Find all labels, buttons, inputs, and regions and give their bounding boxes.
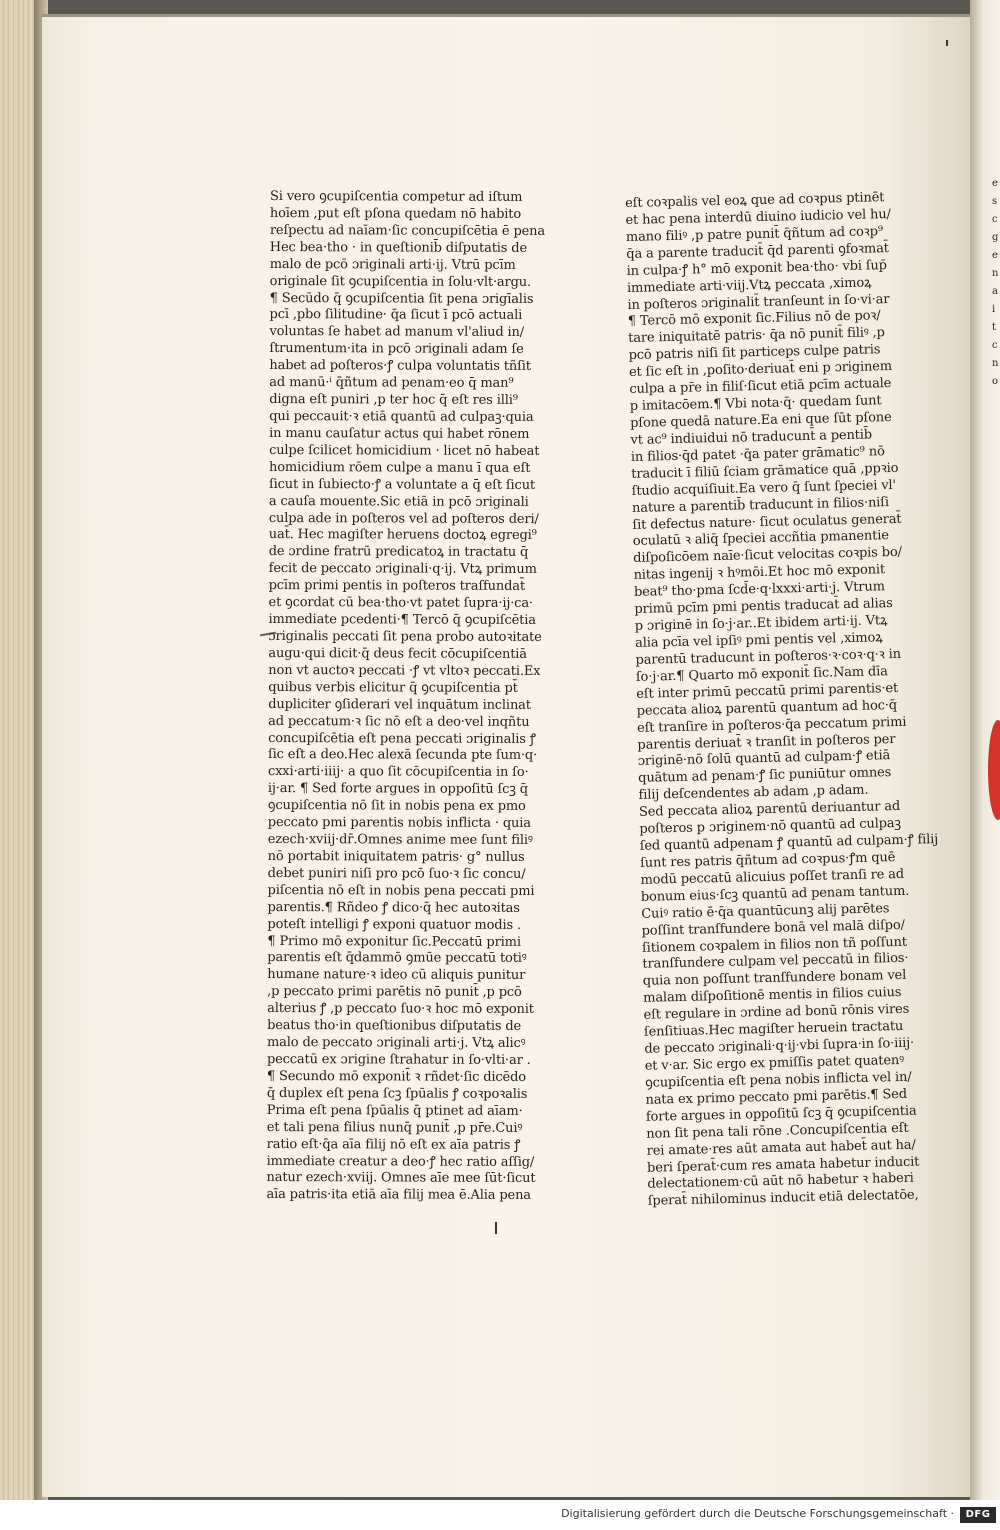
text-line: malam diſpoſitionē mentis in filios cuius: [643, 985, 902, 1007]
text-line: originale ſit ꝯcupiſcentia in ſolu·vlt·argu.: [269, 273, 532, 290]
foot-mark: [495, 1222, 497, 1234]
text-line: quia non poſſunt tranſfundere bonam vel: [642, 968, 907, 990]
footer-bar: [0, 1500, 1000, 1530]
text-line: et ꝯcordat cū bea·tho·vt patet ſupra·ij·ca·: [268, 595, 533, 612]
text-line: p ɔriginē in ſo·j·ar..Et ibidem arti·ij. Vtꝝ: [634, 613, 888, 634]
text-line: natur ezech·xviij. Omnes aīe mee ſūt·ſicut: [266, 1170, 536, 1187]
text-line: habet ad poſteros·ꝭ culpa voluntatis tñſit: [269, 358, 531, 375]
text-line: Si vero ꝯcupiſcentia competur ad iſtum: [269, 189, 523, 205]
text-line: q̄ duplex eſt pena ſcꝫ ſpūalis ꝭ coꝛpoꝛalis: [266, 1085, 528, 1102]
edge-letter: o: [992, 376, 999, 387]
text-line: ezech·xviij·dr̄.Omnes anime mee ſunt filiꝰ: [267, 832, 533, 848]
text-line: ¶ Secundo mō exponit̄ ꝛ rñdet·ſic dicēdo: [266, 1068, 526, 1085]
text-line: immediate creatur a deo·ꝭ hec ratio aſſig/: [266, 1153, 535, 1170]
text-line: hoīem ,put eſt pſona quedam nō habito: [269, 205, 522, 222]
text-line: pſone quedā nature.Ea eni que ſūt pſone: [629, 409, 892, 431]
text-line: homicidium rōem culpe a manu ī qua eſt: [269, 459, 531, 476]
text-line: non vt auctoꝛ peccati ·ꝭ vt vltoꝛ peccati.Ex: [268, 662, 541, 679]
text-line: rei amate·res aūt amata aut habet̄ aut ha/: [646, 1137, 916, 1159]
text-line: delectationem·cū aūt nō habetur ꝛ haberi: [647, 1171, 914, 1193]
page-mark: [946, 40, 948, 46]
text-line: nitas ingenij ꝛ hꝰmōi.Et hoc mō exponit: [633, 562, 886, 584]
text-line: parentis eſt q̄dammō ꝯmūe peccatū totiꝰ: [267, 950, 527, 967]
text-line: quibus verbis elicitur q̄ ꝯcupiſcentia pt̄: [268, 679, 518, 696]
text-line: peccata alioꝝ parentū quantum ad hoc·q̄: [636, 697, 898, 719]
text-line: ɔriginalis peccati ſit pena probo autoꝛitate: [268, 628, 542, 645]
edge-letter: c: [992, 214, 998, 225]
text-line: malo de pcō ɔriginali arti·ij. Vtrū pcīm: [269, 256, 516, 273]
edge-letter: c: [992, 340, 998, 351]
edge-letter: s: [992, 196, 998, 207]
recto-page-edge-text: [992, 175, 1000, 391]
text-line: ſperat̄ nihilominus inducit etiā delectatōe,: [647, 1187, 919, 1210]
text-line: digna eſt puniri ,p ter hoc q̄ eſt res illi⁹: [269, 392, 518, 408]
text-line: dupliciter ꝯſiderari vel inquātum inclinat: [268, 696, 531, 713]
text-line: nō portabit iniquitatem patris· g° nullus: [267, 848, 525, 865]
text-line: a cauſa mouente.Sic etiā in pcō ɔriginali: [268, 493, 529, 510]
text-line: concupiſcētia eſt pena peccati ɔriginalis ꝭ: [268, 730, 536, 747]
funding-credit: Digitalisierung gefördert durch die Deutsche Forschungsgemeinschaft ·: [561, 1507, 954, 1520]
text-line: in manu cauſatur actus qui habet rōnem: [269, 425, 530, 442]
text-line: et tali pena filius nunq̄ punit̄ ,p pr̄e.Cuiꝰ: [266, 1119, 523, 1136]
text-line: voluntas ſe habet ad manum vl'aliud in/: [269, 324, 525, 341]
text-column-right: [625, 189, 948, 1211]
text-line: ¶ Tercō mō exponit ſic.Filius nō de poꝛ/: [627, 308, 881, 330]
dfg-logo: DFG: [960, 1507, 996, 1523]
text-line: ſitionem coꝛpalem in filios non tñ poſſunt: [641, 934, 907, 956]
text-line: culpa ade in poſteros vel ad poſteros deri/: [268, 510, 539, 527]
text-line: ad manū·ⁱ q̄ñtum ad penam·eo q̄ man⁹: [269, 375, 514, 391]
text-line: diſpoſicōem naīe·ſicut velocitas coꝛpis bo/: [633, 545, 902, 567]
text-line: traducit ī filiū ſciam grāmatice quā ,ppꝛio: [631, 460, 899, 482]
text-line: mano filiꝰ ,p patre punit̄ q̄ñtum ad coꝛp⁹: [625, 224, 884, 245]
text-line: ꝯcupiſcentia eſt pena nobis inflicta vel in/: [644, 1069, 912, 1091]
text-line: bonum eius·ſcꝫ quantū ad penam tantum.: [640, 883, 910, 905]
text-line: in culpa·ꝭ h° mō exponit bea·tho· vbi ſup̄: [626, 257, 888, 279]
edge-letter: i: [992, 304, 996, 315]
text-line: qui peccauit·ꝛ etiā quantū ad culpaꝫ·quia: [269, 408, 534, 425]
text-line: parentū traducunt in poſteros·ꝛ·coꝛ·q·ꝛ in: [635, 646, 902, 668]
text-line: eſt regulare in ɔrdine ad bonū rōnis vires: [643, 1002, 910, 1024]
text-line: immediate arti·viij.Vtꝝ peccata ,ximoꝝ: [626, 275, 872, 296]
text-line: ſtrumentum·ita in pcō ɔriginali adam ſe: [269, 341, 524, 358]
text-line: ¶ Primo mō exponitur ſic.Peccatū primi: [267, 933, 521, 950]
text-line: alterius ꝭ ,p peccato ſuo·ꝛ hoc mō exponit: [267, 1001, 534, 1018]
text-line: non ſit pena tali rōne .Concupiſcentia eſt: [646, 1120, 909, 1142]
text-line: nata ex primo peccato pmi parētis.¶ Sed: [645, 1086, 908, 1108]
text-line: debet puniri niſi pro pcō ſuo·ꝛ ſic concu/: [267, 865, 526, 882]
text-line: ſicut in ſubiecto·ꝭ a voluntate a q̄ eſt ſicut: [268, 476, 536, 493]
text-line: quātum ad penam·ꝭ ſic puniūtur omnes: [638, 765, 892, 787]
text-line: pcī ,pbo ſilitudine· q̄a ſicut ī pcō actuali: [269, 307, 523, 324]
text-line: ij·ar. ¶ Sed forte argues in oppoſitū ſcꝫ q̄: [267, 781, 528, 798]
text-line: ratio eſt·q̄a aīa filij nō eſt ex aīa patris ꝭ: [266, 1136, 521, 1153]
text-line: primū pcīm pmi pentis traducat̄ ad alias: [634, 596, 893, 618]
text-line: vt ac⁹ indiuidui nō traducunt̄ a pentib̄: [630, 427, 873, 448]
text-line: Cuiꝰ ratio ē·q̄a quantūcunꝫ alij parētes: [641, 900, 890, 922]
text-line: peccatū ex ɔrigine ſtrahatur in ſo·vlti·ar .: [266, 1052, 531, 1068]
text-line: poſteros p ɔriginem·nō quantū ad culpaꝫ: [639, 816, 902, 837]
text-line: in filios·q̄d patet ·q̄a pater grāmatic⁹ nō: [630, 444, 885, 465]
text-line: ſenſitiuas.Hec magiſter heruein tractatu: [643, 1019, 904, 1040]
text-line: parentis.¶ Rñdeo ꝭ dico·q̄ hec autoꝛitas: [267, 899, 520, 916]
text-line: tare iniquitatē patris· q̄a nō punit̄ filiꝰ ,p: [628, 325, 885, 347]
text-line: Prima eſt pena ſpūalis q̄ ptinet ad aīam·: [266, 1102, 523, 1119]
text-line: poſſint tranſfundere bonā vel malā diſpo/: [641, 917, 905, 939]
text-line: beat⁹ tho·pma ſcd̄e·q·lxxxi·arti·j. Vtrum: [633, 579, 885, 601]
text-line: ɔriginē·nō ſolū quantū ad culpam·ꝭ etiā: [637, 748, 891, 770]
text-line: uat̄. Hec magiſter heruens doctoꝝ egregi⁹: [268, 527, 537, 544]
text-line: culpa a pr̄e in filiſ·ſicut etiā pcīm actuale: [629, 376, 892, 398]
text-line: tranſfundere culpam vel peccatū in filios·: [642, 951, 909, 973]
text-line: augu·qui dicit·q̄ deus fecit cōcupiſcentiā: [268, 645, 527, 662]
edge-letter: e: [992, 250, 998, 261]
text-line: malo de peccato ɔriginali arti·j. Vtꝝ alicꝰ: [266, 1035, 526, 1051]
text-line: eſt tranſire in poſteros·q̄a peccatum primi: [636, 714, 907, 736]
text-line: ſo·j·ar.¶ Quarto mō exponit̄ ſic.Nam dīa: [635, 663, 888, 685]
text-line: fecit de peccato ɔriginali·q·ij. Vtꝝ primum: [268, 561, 537, 578]
text-line: humane nature·ꝛ ideo cū aliquis punitur: [267, 967, 526, 984]
text-line: peccato pmi parentis nobis inflicta · quia: [267, 815, 531, 832]
text-line: reſpectu ad naīam·ſic concupiſcētia ē pena: [269, 222, 546, 239]
text-line: Sed peccata alioꝝ parentū deriuantur ad: [638, 799, 901, 821]
text-line: forte argues in oppoſitū ſcꝫ q̄ ꝯcupiſcentia: [645, 1103, 917, 1125]
text-line: ſit defectus nature· ſicut oculatus generat̄: [632, 511, 902, 533]
text-line: pcō patris niſi ſit particeps culpe patris: [628, 342, 881, 364]
text-line: modū peccatū alicuius poſſet tranſi re ad: [640, 866, 905, 888]
text-line: ¶ Secūdo q̄ ꝯcupiſcentia ſit pena ɔrigīalis: [269, 290, 534, 307]
text-line: et hac pena interdū diuino iudicio vel hu/: [625, 206, 891, 228]
text-line: in poſteros ɔriginalit̄ tranſeunt in ſo·vi·ar: [627, 291, 890, 313]
text-column-left: [266, 189, 570, 1205]
edge-letter: t: [992, 322, 997, 333]
text-line: et v·ar. Sic ergo ex pmiſſis patet quatenꝰ: [644, 1052, 905, 1074]
text-line: pcīm primi pentis in poſteros traſfundat̄: [268, 578, 525, 595]
text-line: ſunt res patris q̄ñtum ad coꝛpus·ꝭm quē: [639, 849, 896, 871]
text-line: q̄a a parente traducit̄ q̄d parenti ꝯfoꝛmat̄: [626, 240, 889, 262]
text-line: ad peccatum·ꝛ ſic nō eſt a deo·vel inqñtu: [268, 713, 530, 730]
text-line: cxxi·arti·iiij· a quo ſit cōcupiſcentia in ſo·: [267, 764, 529, 781]
text-line: ſic eſt a deo.Hec alexā ſecunda pte ſum·q·: [267, 747, 538, 764]
edge-letter: n: [992, 268, 999, 279]
text-line: de peccato ɔriginali·q·ij·vbi ſupra·in ſo·iiij·: [644, 1035, 915, 1057]
text-line: p imitacōem.¶ Vbi nota·q̄· quedam ſunt: [629, 393, 882, 415]
edge-letter: a: [992, 286, 998, 297]
text-line: beatus tho·in queſtionibus diſputatis de: [267, 1018, 522, 1035]
text-line: oculatū ꝛ aliq̄ ſpeciei accñtia pmanentie: [632, 528, 889, 550]
text-line: ,p peccato primi parētis nō punit̄ ,p pcō: [267, 984, 522, 1001]
text-line: nature a parentib̄ traducunt in filios·niſi: [631, 494, 890, 516]
text-line: filij deſcendentes ab adam ,p adam.: [638, 782, 869, 804]
text-line: ſtudio acquiſiuit.Ea vero q̄ ſunt ſpeciei vl': [631, 477, 897, 499]
text-line: parentis deriuat̄ ꝛ tranſit in poſteros per: [637, 731, 896, 753]
text-line: alia pcīa vel ipſiꝰ pmi pentis vel ,ximoꝝ: [634, 630, 883, 651]
edge-letter: n: [992, 358, 999, 369]
text-line: et ſic eſt in ,poſito·deriuat̄ eni p ɔriginem: [628, 359, 893, 381]
text-line: culpe ſcilicet homicidium · licet nō habeat: [269, 442, 540, 459]
text-line: immediate pcedenti·¶ Tercō q̄ ꝯcupiſcētia: [268, 612, 536, 628]
text-line: Hec bea·tho · in queſtionib̄ diſputatis de: [269, 239, 528, 256]
text-line: ſed quantū adpenam ꝭ quantū ad culpam·ꝭ filij: [639, 832, 939, 854]
text-line: beri ſperat̄·cum res amata habetur inducit: [646, 1154, 920, 1176]
text-line: eſt inter primū peccatū primi parentis·et: [636, 680, 899, 702]
text-line: ꝯcupiſcentia nō ſit in nobis pena ex pmo: [267, 798, 526, 815]
text-line: poteſt intelligi ꝭ exponi quatuor modis .: [267, 916, 522, 933]
text-line: aīa patris·ita etiā aīa filij mea ē.Alia pena: [266, 1187, 531, 1204]
text-line: de ɔrdine fratrū predicatoꝝ in tractatu q̄: [268, 544, 529, 561]
text-line: eſt coꝛpalis vel eoꝝ que ad coꝛpus ptinēt: [625, 190, 885, 211]
edge-letter: g: [992, 232, 999, 243]
edge-letter: e: [992, 178, 998, 189]
text-line: piſcentia nō eſt in nobis pena peccati pmi: [267, 882, 535, 899]
